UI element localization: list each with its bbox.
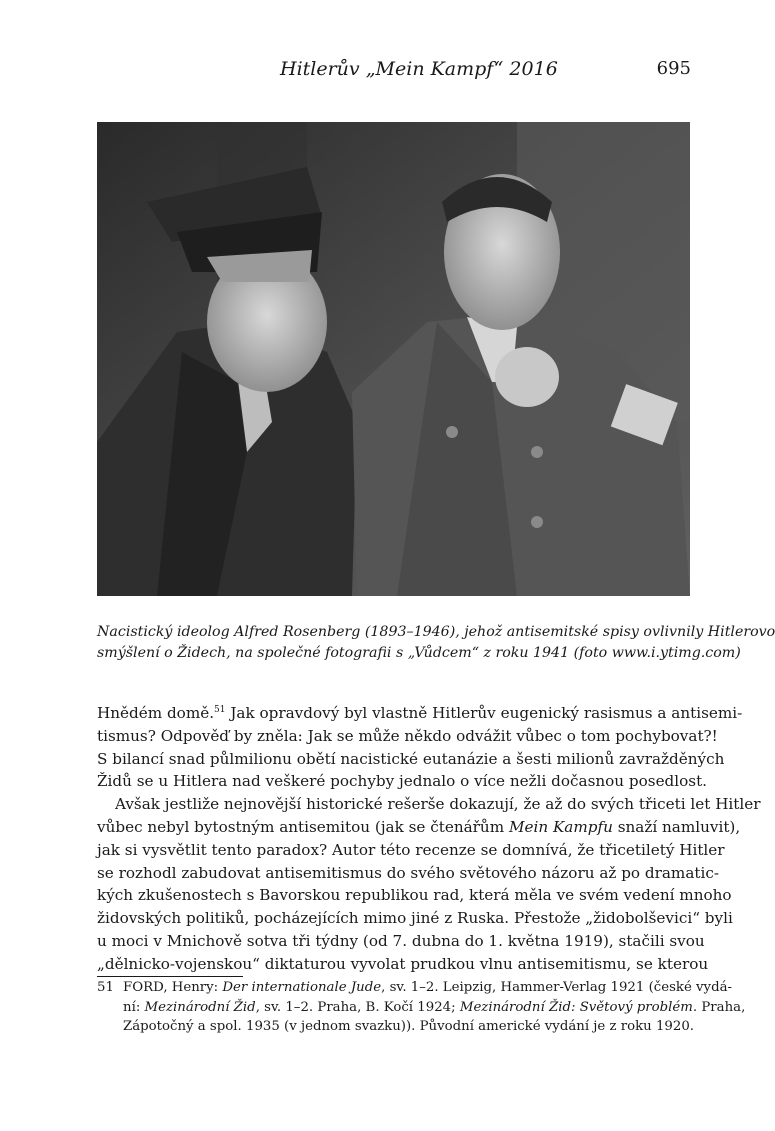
paragraph-line: tismus? Odpověď by zněla: Jak se může někdo odvážit vůbec o tom pochybovat?! [97,726,718,745]
paragraph-line: vůbec nebyl bytostným antisemitou (jak se čtenářům Mein Kampfu snaží namluvit), [97,817,741,836]
paragraph-line: jak si vysvětlit tento paradox? Autor této recenze se domnívá, že třicetiletý Hitler [97,840,725,859]
footnote [97,978,746,1037]
caption-line: smýšlení o Židech, na společné fotografii s „Vůdcem“ z roku 1941 (foto www.i.ytimg.com) [97,645,741,661]
footnote-line: FORD, Henry: Der internationale Jude, sv. 1–2. Leipzig, Hammer-Verlag 1921 (české vydá- [123,980,733,995]
page-number: 695 [656,58,691,79]
paragraph-line: Hnědém domě.$^{51}$ Jak opravdový byl vlastně Hitlerův eugenický rasismus a antisemi- [97,704,743,722]
paragraph-line: „dělnicko-vojenskou“ diktaturou vyvolat prudkou vlnu antisemitismu, se kterou [97,954,709,973]
footnote-number: 51 [97,980,114,995]
paragraph-line: se rozhodl zabudovat antisemitismus do svého světového názoru až po dramatic- [97,863,719,882]
historical-photograph [97,122,690,596]
footnote-reference: 51 [214,704,226,715]
paragraph-line: kých zkušenostech s Bavorskou republikou rad, která měla ve svém vedení mnoho [97,886,732,905]
photo-caption [97,622,775,664]
body-text [97,702,761,976]
running-header-title: Hitlerův „Mein Kampf“ 2016 [280,58,558,80]
paragraph-line: židovských politiků, pocházejících mimo jiné z Ruska. Přestože „židobolševici“ byli [97,909,733,928]
footnote-line: Zápotočný a spol. 1935 (v jednom svazku)). Původní americké vydání je z roku 1920. [123,1019,695,1034]
book-title: Mein Kampfu [508,817,613,836]
footnote-line: ní: Mezinárodní Žid, sv. 1–2. Praha, B. Kočí 1924; Mezinárodní Žid: Světový problém. Praha, [123,999,746,1015]
paragraph-line: S bilancí snad půlmilionu obětí nacistické eutanázie a šesti milionů zavražděných [97,749,725,768]
caption-line: Nacistický ideolog Alfred Rosenberg (1893–1946), jehož antisemitské spisy ovlivnily Hitlerovo [97,624,775,640]
paragraph-line: u moci v Mnichově sotva tři týdny (od 7. dubna do 1. května 1919), stačili svou [97,931,705,950]
paragraph-line: Židů se u Hitlera nad veškeré pochyby jednalo o více nežli dočasnou posedlost. [97,772,708,791]
footnote-separator [97,976,243,977]
paragraph-line: Avšak jestliže nejnovější historické rešerše dokazují, že až do svých třiceti let Hitler [115,795,761,814]
